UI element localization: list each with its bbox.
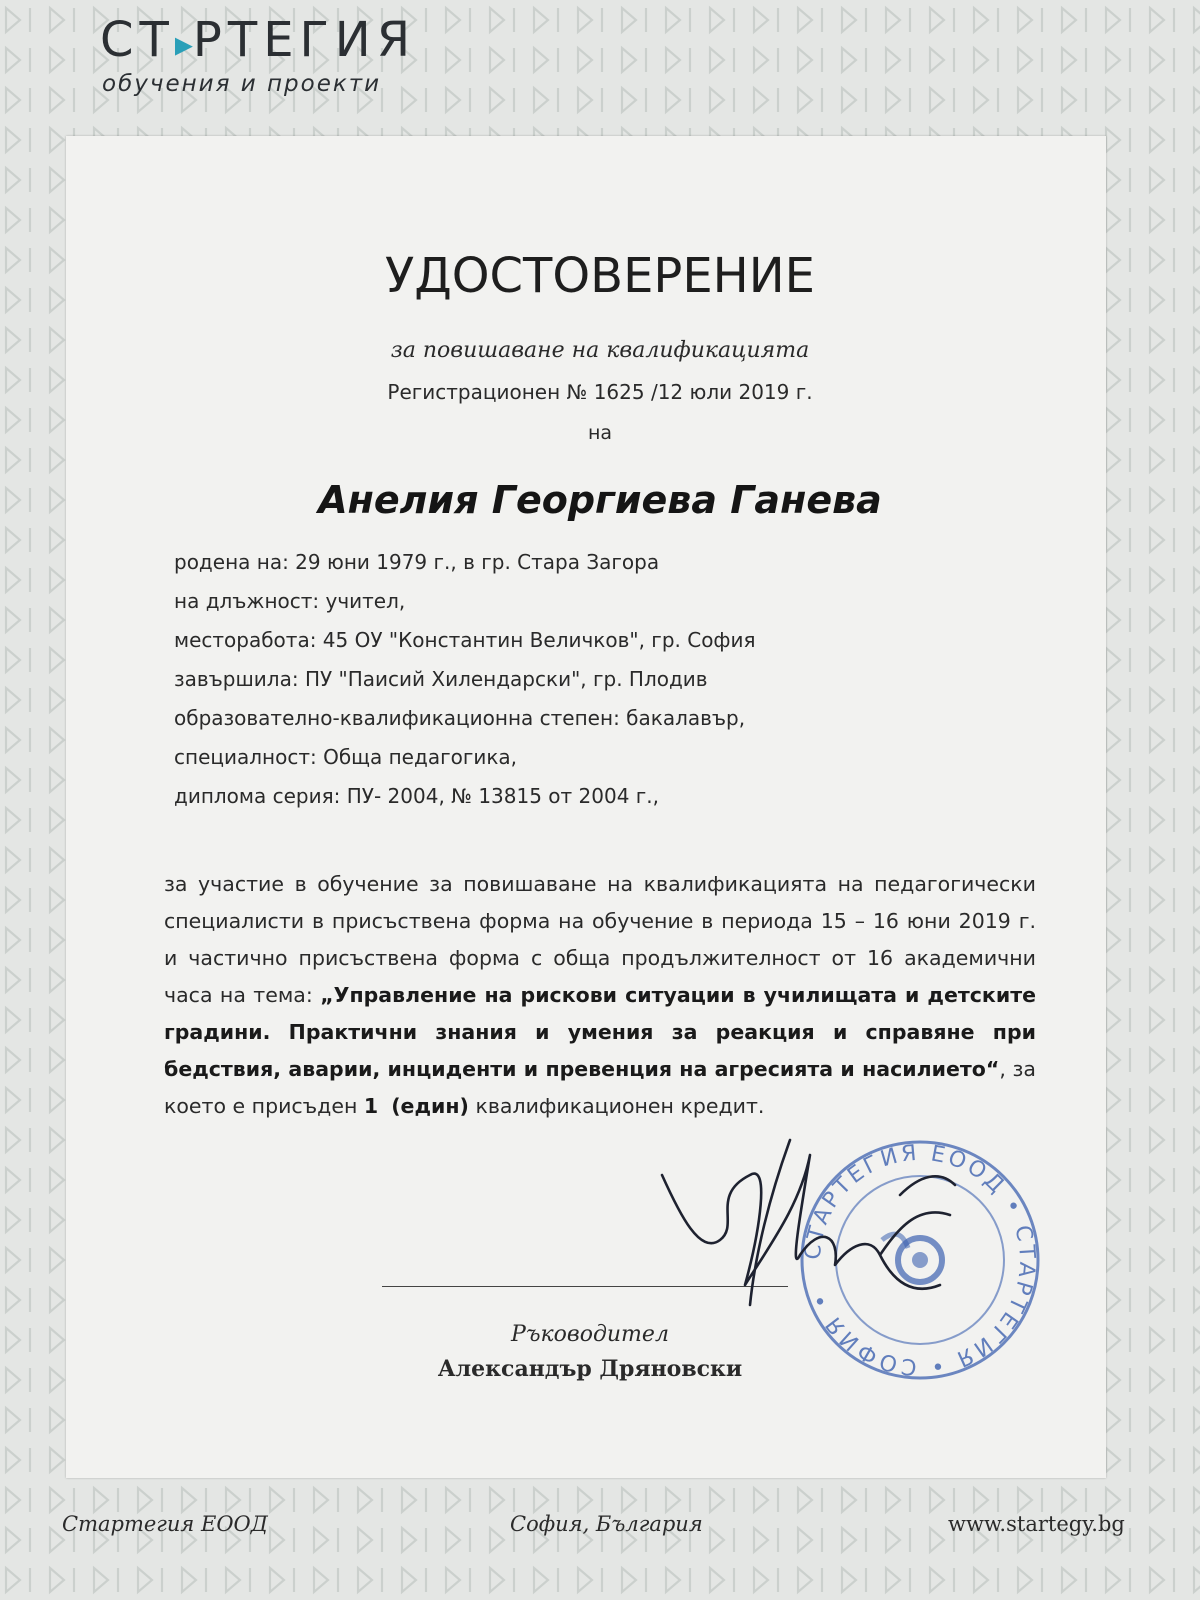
detail-position: на длъжност: учител, — [174, 589, 406, 613]
credit-words: (един) — [391, 1094, 469, 1118]
detail-specialty: специалност: Обща педагогика, — [174, 745, 518, 769]
company-logo — [100, 14, 416, 97]
signatory-name: Александър Дряновски — [437, 1356, 743, 1382]
recipient-name: Анелия Георгиева Ганева — [318, 478, 882, 522]
detail-birth: родена на: 29 юни 1979 г., в гр. Стара Загора — [174, 550, 660, 574]
footer-website: www.startegy.bg — [948, 1512, 1125, 1536]
registration-number: Регистрационен № 1625 /12 юли 2019 г. — [387, 380, 813, 404]
footer-company: Стартегия ЕООД — [62, 1512, 268, 1536]
certificate-title: УДОСТОВЕРЕНИЕ — [384, 248, 815, 304]
training-description: за участие в обучение за повишаване на квалификацията на педагогически специалисти в присъствена форма на обучение в периода 15 – 16 юни 2019 г. и частично присъствена форма с обща продължителност от 16 академични часа на тема: „Управление на рискови ситуации в училищата и детските градини. Практични знания и умения за реакция и справяне при бедствия, аварии, инциденти и превенция на агресията и насилието“, за което е присъден 1 (един) квалификационен кредит. — [164, 872, 1036, 1118]
logo-arrow-icon: ▸ — [174, 24, 193, 65]
detail-diploma: диплома серия: ПУ- 2004, № 13815 от 2004 г., — [174, 784, 660, 808]
handwritten-signature — [650, 1135, 970, 1315]
logo-tagline: обучения и проекти — [102, 71, 382, 97]
stamp-text: СТАРТЕГИЯ ЕООД • СТАРТЕГИЯ • СОФИЯ • — [800, 1140, 1040, 1380]
logo-wordmark: СТ▸РТЕГИЯ — [100, 12, 417, 68]
training-topic: „Управление на рискови ситуации в училищата и детските градини. Практични знания и умения за реакция и справяне при бедствия, аварии, инциденти и превенция на агресията и насилието“ — [164, 983, 1036, 1081]
recipient-details — [174, 546, 974, 819]
detail-workplace: месторабота: 45 ОУ "Константин Величков", гр. София — [174, 628, 756, 652]
footer-location: София, България — [510, 1512, 703, 1536]
detail-graduated: завършила: ПУ "Паисий Хилендарски", гр. Плодив — [174, 667, 708, 691]
credit-number: 1 — [363, 1094, 379, 1118]
for-label: на — [587, 422, 613, 444]
signatory-title: Ръководител — [511, 1322, 669, 1347]
detail-degree: образователно-квалификационна степен: бакалавър, — [174, 706, 746, 730]
certificate-subtitle: за повишаване на квалификацията — [390, 338, 810, 363]
